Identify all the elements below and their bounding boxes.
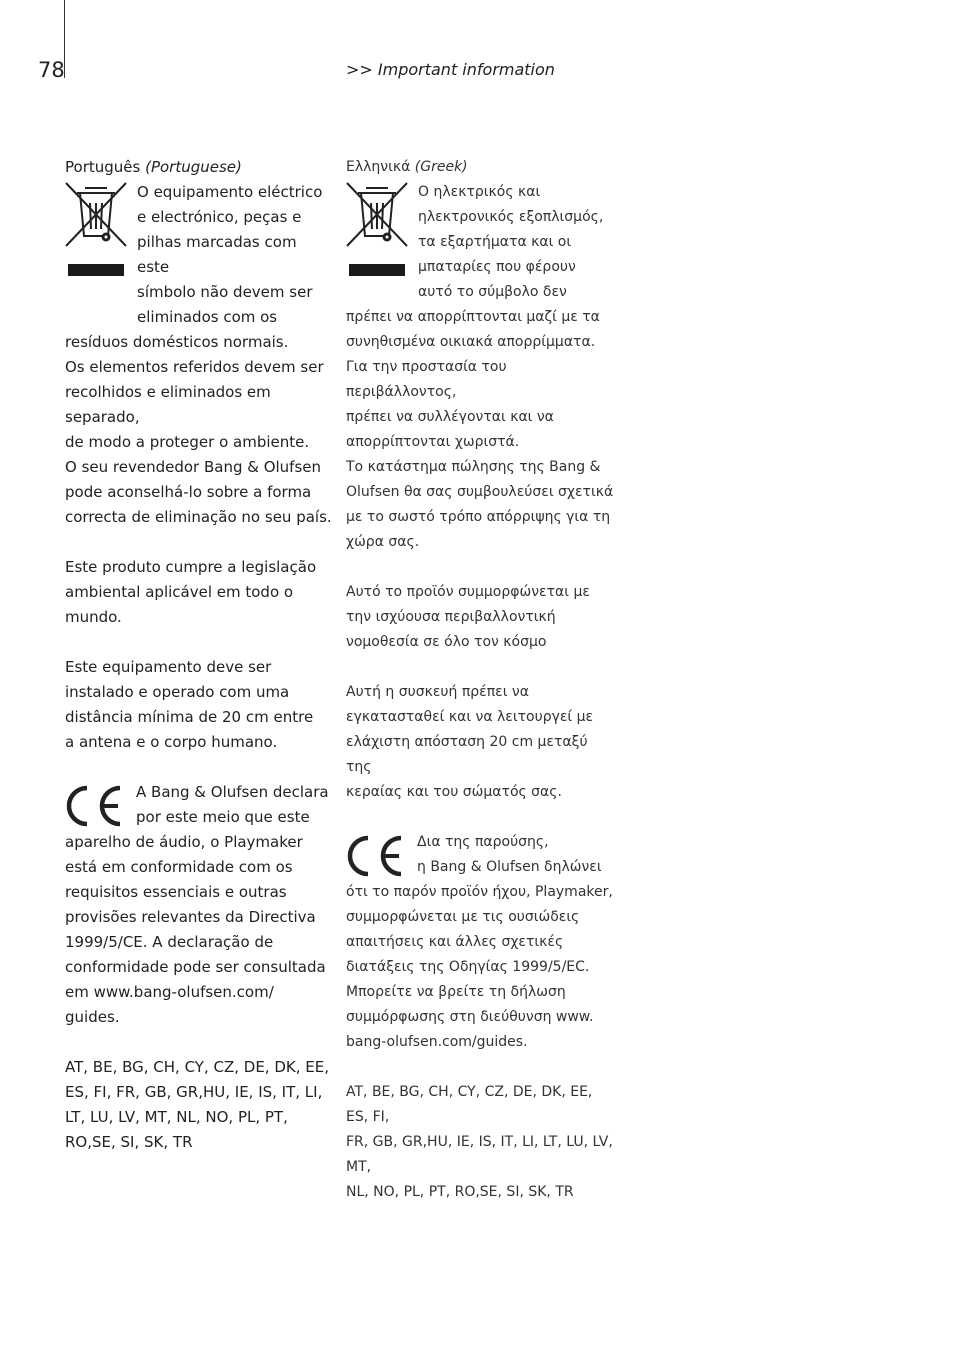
ce-block bbox=[346, 830, 614, 880]
text-line: με το σωστό τρόπο απόρριψης για τη bbox=[346, 509, 611, 525]
text-line: συμμόρφωσης στη διεύθυνση www. bbox=[346, 1009, 594, 1025]
text-line: conformidade pode ser consultada bbox=[65, 958, 326, 976]
weee-intro bbox=[418, 180, 614, 305]
text-line: bang-olufsen.com/guides. bbox=[346, 1034, 528, 1050]
text-line: απορρίπτονται χωριστά. bbox=[346, 434, 520, 450]
text-line: O seu revendedor Bang & Olufsen bbox=[65, 458, 322, 476]
text-line: Este produto cumpre a legislação bbox=[65, 558, 317, 576]
greek-column bbox=[346, 155, 614, 1205]
text-line: instalado e operado com uma bbox=[65, 683, 290, 701]
country-list-line: RO,SE, SI, SK, TR bbox=[65, 1133, 193, 1151]
weee-bar bbox=[349, 264, 405, 276]
weee-symbol bbox=[65, 180, 137, 330]
text-line: requisitos essenciais e outras bbox=[65, 883, 287, 901]
text-line: η Bang & Olufsen δηλώνει bbox=[417, 859, 602, 875]
ce-intro bbox=[136, 780, 333, 830]
section-title-text: Ελληνικά bbox=[346, 159, 411, 175]
section-title bbox=[65, 155, 333, 180]
text-line: τα εξαρτήματα και οι bbox=[418, 234, 572, 250]
text-line: eliminados com os bbox=[137, 308, 278, 326]
text-line: Δια της παρούσης, bbox=[417, 834, 549, 850]
text-line: de modo a proteger o ambiente. bbox=[65, 433, 310, 451]
text-line: μπαταρίες που φέρουν bbox=[418, 259, 576, 275]
text-line: a antena e o corpo humano. bbox=[65, 733, 278, 751]
section-title-note: (Greek) bbox=[414, 159, 468, 175]
text-line: πρέπει να απορρίπτονται μαζί με τα bbox=[346, 309, 600, 325]
text-line: ambiental aplicável em todo o bbox=[65, 583, 294, 601]
text-line: Το κατάστημα πώλησης της Bang & bbox=[346, 459, 601, 475]
weee-bar bbox=[68, 264, 124, 276]
country-list-line: FR, GB, GR,HU, IE, IS, IT, LI, LT, LU, LV, MT, bbox=[346, 1134, 613, 1175]
running-title: >> Important information bbox=[346, 60, 555, 79]
text-line: συμμορφώνεται με τις ουσιώδεις bbox=[346, 909, 580, 925]
text-line: Για την προστασία του περιβάλλοντος, bbox=[346, 359, 507, 400]
text-line: 1999/5/CE. A declaração de bbox=[65, 933, 274, 951]
section-title-note: (Portuguese) bbox=[145, 158, 242, 176]
text-line: χώρα σας. bbox=[346, 534, 420, 550]
crossed-out-wheelie-bin-icon bbox=[65, 182, 127, 248]
text-line: Μπορείτε να βρείτε τη δήλωση bbox=[346, 984, 566, 1000]
text-line: κεραίας και του σώματός σας. bbox=[346, 784, 562, 800]
text-line: Αυτό το προϊόν συμμορφώνεται με bbox=[346, 584, 590, 600]
text-line: νομοθεσία σε όλο τον κόσμο bbox=[346, 634, 547, 650]
ce-mark-icon bbox=[65, 784, 125, 828]
ce-block bbox=[65, 780, 333, 830]
text-line: Este equipamento deve ser bbox=[65, 658, 272, 676]
weee-symbol bbox=[346, 180, 418, 305]
section-title bbox=[346, 155, 614, 180]
text-line: Αυτή η συσκευή πρέπει να bbox=[346, 684, 529, 700]
portuguese-column bbox=[65, 155, 333, 1155]
country-list-line: NL, NO, PL, PT, RO,SE, SI, SK, TR bbox=[346, 1184, 574, 1200]
text-line: aparelho de áudio, o Playmaker bbox=[65, 833, 303, 851]
text-line: συνηθισμένα οικιακά απορρίμματα. bbox=[346, 334, 596, 350]
country-list-line: LT, LU, LV, MT, NL, NO, PL, PT, bbox=[65, 1108, 288, 1126]
text-line: ηλεκτρονικός εξοπλισμός, bbox=[418, 209, 604, 225]
text-line: Ο ηλεκτρικός και bbox=[418, 184, 541, 200]
page-number: 78 bbox=[38, 58, 65, 82]
text-line: em www.bang-olufsen.com/ bbox=[65, 983, 274, 1001]
text-line: Olufsen θα σας συμβουλεύσει σχετικά bbox=[346, 484, 614, 500]
text-line: correcta de eliminação no seu país. bbox=[65, 508, 332, 526]
text-line: O equipamento eléctrico bbox=[137, 183, 323, 201]
text-line: εγκατασταθεί και να λειτουργεί με bbox=[346, 709, 594, 725]
section-title-text: Português bbox=[65, 158, 141, 176]
weee-block bbox=[65, 180, 333, 330]
text-line: αυτό το σύμβολο δεν bbox=[418, 284, 567, 300]
country-list-line: ES, FI, FR, GB, GR,HU, IE, IS, IT, LI, bbox=[65, 1083, 323, 1101]
text-line: ελάχιστη απόσταση 20 cm μεταξύ της bbox=[346, 734, 588, 775]
text-line: símbolo não devem ser bbox=[137, 283, 313, 301]
text-line: mundo. bbox=[65, 608, 122, 626]
text-line: recolhidos e eliminados em separado, bbox=[65, 383, 271, 426]
text-line: provisões relevantes da Directiva bbox=[65, 908, 316, 926]
text-line: distância mínima de 20 cm entre bbox=[65, 708, 314, 726]
crossed-out-wheelie-bin-icon bbox=[346, 182, 408, 248]
text-line: está em conformidade com os bbox=[65, 858, 293, 876]
text-line: resíduos domésticos normais. bbox=[65, 333, 289, 351]
text-line: por este meio que este bbox=[136, 808, 310, 826]
text-line: την ισχύουσα περιβαλλοντική bbox=[346, 609, 556, 625]
text-line: πρέπει να συλλέγονται και να bbox=[346, 409, 554, 425]
ce-symbol bbox=[346, 830, 417, 880]
ce-symbol bbox=[65, 780, 136, 830]
text-line: A Bang & Olufsen declara bbox=[136, 783, 329, 801]
country-list-line: AT, BE, BG, CH, CY, CZ, DE, DK, EE, bbox=[65, 1058, 329, 1076]
text-line: Os elementos referidos devem ser bbox=[65, 358, 324, 376]
text-line: pilhas marcadas com este bbox=[137, 233, 297, 276]
country-list-line: AT, BE, BG, CH, CY, CZ, DE, DK, EE, ES, FI, bbox=[346, 1084, 593, 1125]
weee-block bbox=[346, 180, 614, 305]
text-line: guides. bbox=[65, 1008, 120, 1026]
text-line: απαιτήσεις και άλλες σχετικές bbox=[346, 934, 564, 950]
ce-mark-icon bbox=[346, 834, 406, 878]
ce-intro bbox=[417, 830, 614, 880]
text-line: ότι το παρόν προϊόν ήχου, Playmaker, bbox=[346, 884, 613, 900]
weee-intro bbox=[137, 180, 333, 330]
text-line: pode aconselhá-lo sobre a forma bbox=[65, 483, 312, 501]
text-line: e electrónico, peças e bbox=[137, 208, 302, 226]
text-line: διατάξεις της Οδηγίας 1999/5/EC. bbox=[346, 959, 590, 975]
